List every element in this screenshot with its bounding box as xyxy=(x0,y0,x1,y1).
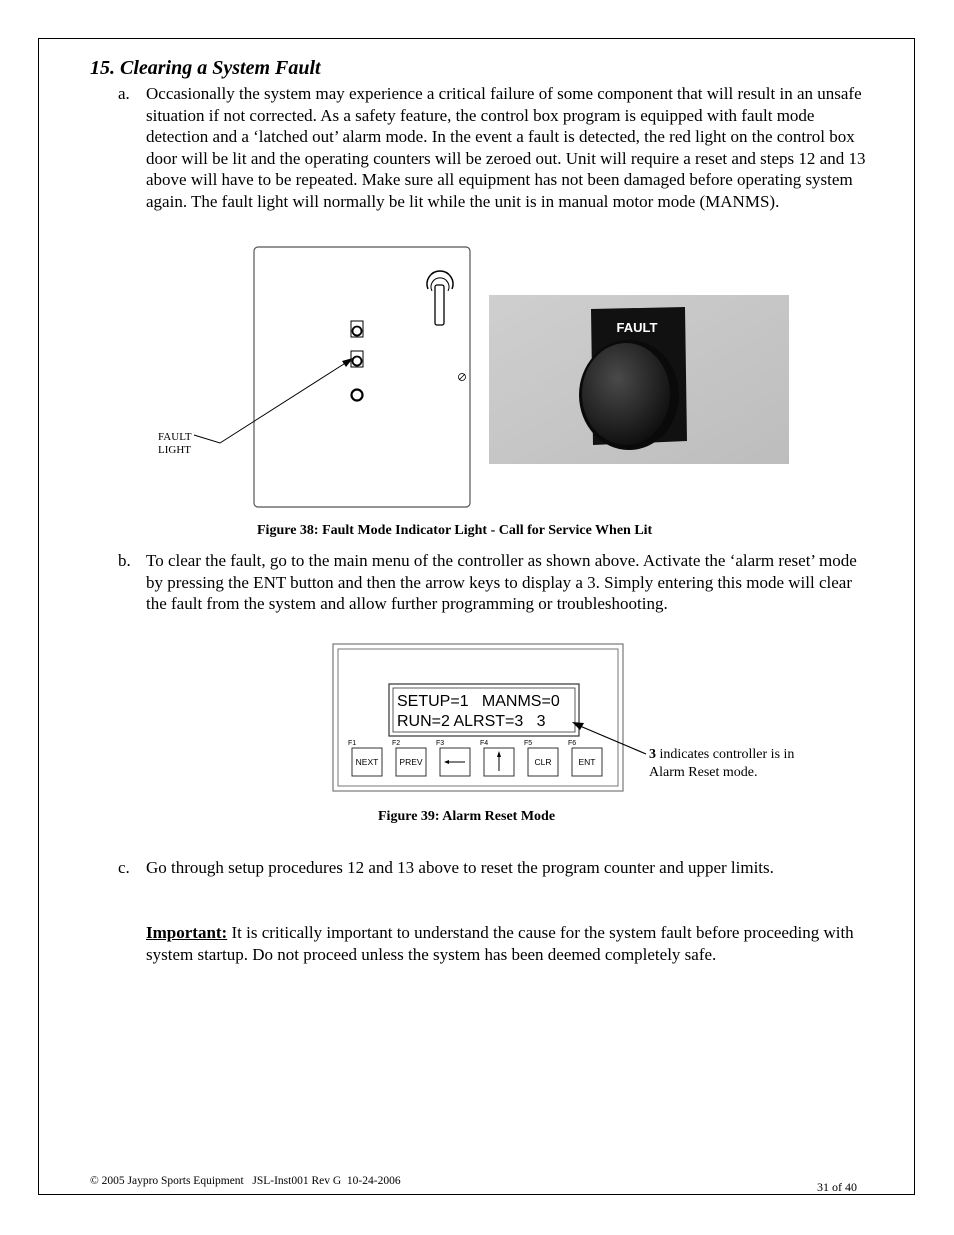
lcd-line-1: SETUP=1 MANMS=0 xyxy=(397,693,560,710)
note-rest: indicates controller is in xyxy=(656,747,795,762)
item-text: Occasionally the system may experience a critical failure of some component that will result in an unsafe situation if not corrected. As a safety feature, the control box program is equipped with fault mode detection and a ‘latched out’ alarm mode. In the event a fault is detected, the red light on the control box door will be lit and the operating counters will be zeroed out. Unit will require a reset and steps 12 and 13 above will have to be repeated. Make sure all equipment has not been damaged before operating system again. The fault light will normally be lit while the unit is in manual motor mode (MANMS). xyxy=(146,84,866,211)
footer-copyright: © 2005 Jaypro Sports Equipment JSL-Inst001 Rev G 10-24-2006 xyxy=(90,1175,401,1187)
svg-text:NEXT: NEXT xyxy=(355,757,379,767)
plate-text: FAULT xyxy=(616,320,658,335)
figure-39-caption: Figure 39: Alarm Reset Mode xyxy=(378,809,556,824)
important-text: It is critically important to understand the cause for the system fault before proceeding with system startup. Do not proceed unless the system has been deemed completely safe. xyxy=(146,923,854,964)
leader-line xyxy=(580,726,646,754)
item-text: Go through setup procedures 12 and 13 above to reset the program counter and upper limits. xyxy=(146,858,774,877)
fkey-label: F1 xyxy=(348,740,357,747)
alarm-leader xyxy=(560,710,650,760)
left-arrow-button[interactable] xyxy=(440,748,470,776)
note-bold: 3 xyxy=(649,747,656,762)
note-line-2: Alarm Reset mode. xyxy=(649,765,758,780)
figure-38-caption: Figure 38: Fault Mode Indicator Light - Call for Service When Lit xyxy=(257,523,653,538)
lcd-line-2: RUN=2 ALRST=3 3 xyxy=(397,713,546,730)
svg-text:ENT: ENT xyxy=(578,757,596,767)
important-label: Important: xyxy=(146,923,228,942)
section-heading: 15. Clearing a System Fault xyxy=(90,57,321,79)
knob-icon xyxy=(582,343,670,445)
fault-button-photo xyxy=(489,295,789,464)
item-text: To clear the fault, go to the main menu of the controller as shown above. Activate the ‘alarm reset’ mode by pressing the ENT button and then the arrow keys to display a 3. Simply entering this mode will clear the fault from the system and allow further programming or troubleshooting. xyxy=(146,551,857,614)
clr-button[interactable] xyxy=(528,748,558,776)
fkey-label: F3 xyxy=(436,740,445,747)
important-note xyxy=(146,922,871,965)
fault-light-label: FAULT LIGHT xyxy=(158,431,192,456)
up-arrow-button[interactable] xyxy=(484,748,514,776)
item-marker: b. xyxy=(118,551,131,570)
svg-text:CLR: CLR xyxy=(534,757,552,767)
control-box-drawing xyxy=(150,245,480,510)
fkey-label: F5 xyxy=(524,740,533,747)
arrowhead xyxy=(572,722,584,730)
item-marker: c. xyxy=(118,858,130,877)
prev-button[interactable] xyxy=(396,748,426,776)
fkey-label: F2 xyxy=(392,740,401,747)
next-button[interactable] xyxy=(352,748,382,776)
fkey-label: F6 xyxy=(568,740,577,747)
item-marker: a. xyxy=(118,84,130,103)
fkey-label: F4 xyxy=(480,740,489,747)
svg-text:PREV: PREV xyxy=(399,757,423,767)
page-number: 31 of 40 xyxy=(817,1180,857,1194)
alarm-reset-note xyxy=(649,746,794,782)
